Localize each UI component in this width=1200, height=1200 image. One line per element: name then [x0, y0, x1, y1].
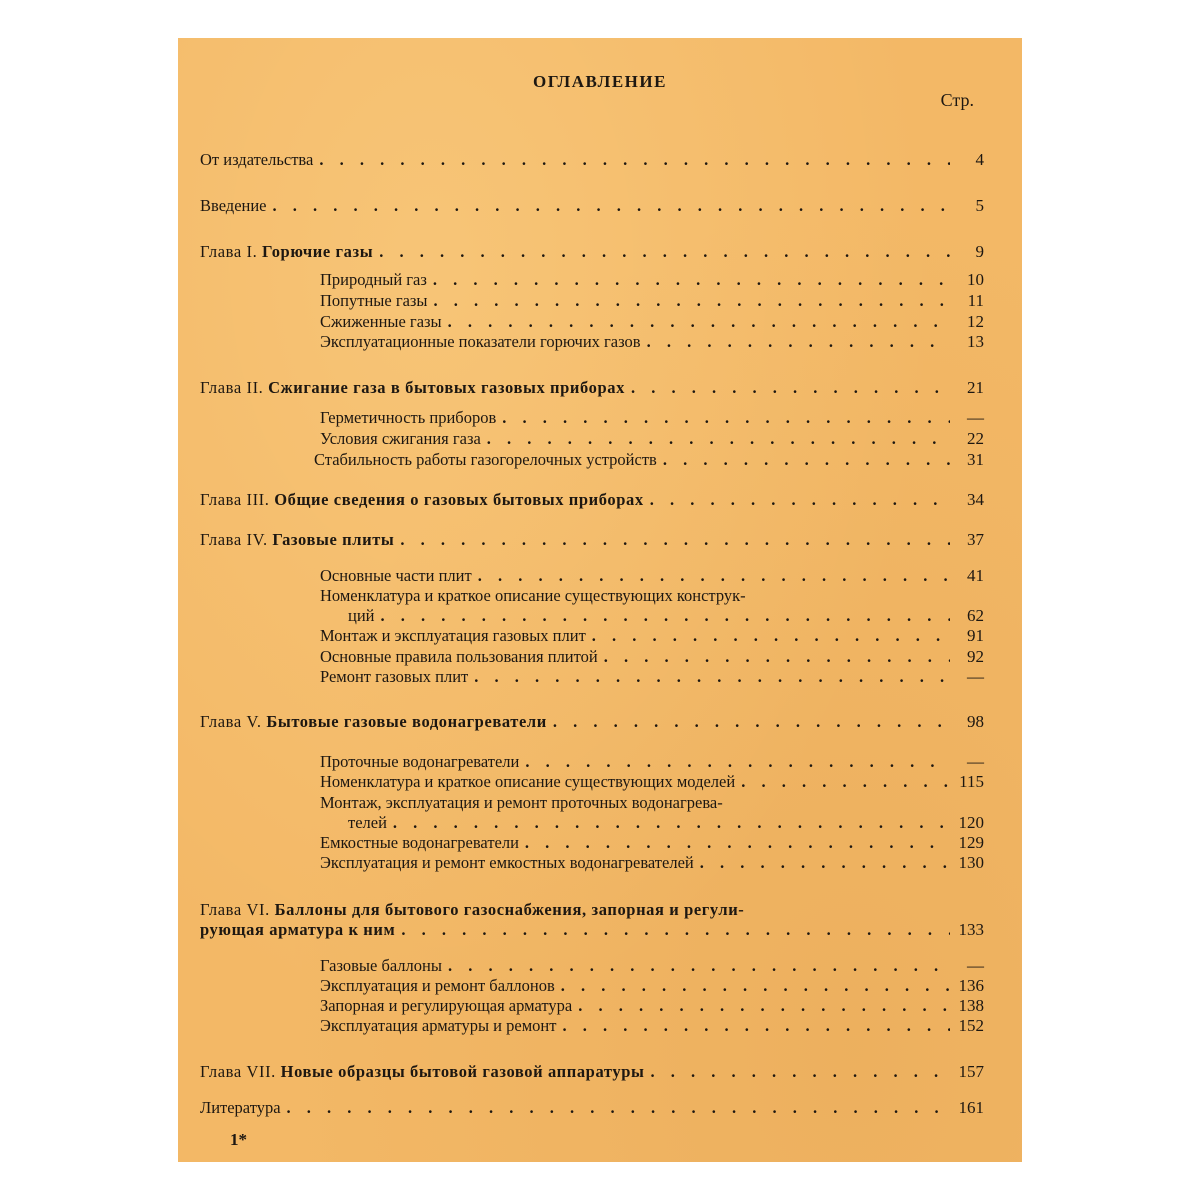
section-title: телей	[348, 813, 387, 832]
toc-page-number: 21	[967, 378, 984, 397]
dot-leader	[562, 1016, 950, 1036]
toc-entry-label: Введение	[200, 196, 267, 215]
section-title-line1: Монтаж, эксплуатация и ремонт проточных водонагрева-	[320, 793, 723, 812]
toc-section[interactable]	[200, 647, 984, 667]
toc-page-number: 133	[958, 920, 984, 939]
toc-section[interactable]	[200, 312, 984, 332]
toc-page-number: 13	[967, 332, 984, 351]
section-title: Газовые баллоны	[320, 956, 442, 975]
section-title: Эксплуатация и ремонт баллонов	[320, 976, 555, 995]
section-title: Емкостные водонагреватели	[320, 833, 519, 852]
toc-section[interactable]	[200, 626, 984, 646]
chapter-number: Глава VI.	[200, 900, 270, 919]
toc-section[interactable]	[200, 270, 984, 290]
toc-chapter-4[interactable]	[200, 530, 984, 550]
dot-leader	[474, 667, 950, 687]
section-title: Попутные газы	[320, 291, 428, 310]
dot-leader	[448, 956, 950, 976]
toc-page-number: 34	[967, 490, 984, 509]
dot-leader	[400, 530, 950, 550]
chapter-title: Газовые плиты	[272, 530, 395, 549]
chapter-number: Глава IV.	[200, 530, 268, 549]
dot-leader	[650, 490, 950, 510]
dot-leader	[393, 813, 950, 833]
chapter-number: Глава V.	[200, 712, 262, 731]
toc-section[interactable]	[200, 429, 984, 449]
section-title: Основные части плит	[320, 566, 472, 585]
chapter-title-line1: Баллоны для бытового газоснабжения, запорная и регули-	[274, 900, 745, 919]
toc-section[interactable]	[200, 408, 984, 428]
section-title: Условия сжигания газа	[320, 429, 481, 448]
toc-entry-introduction[interactable]	[200, 196, 984, 216]
toc-chapter-2[interactable]	[200, 378, 984, 398]
toc-page-number: 152	[958, 1016, 984, 1035]
toc-page-number: 136	[958, 976, 984, 995]
toc-page-number: 115	[959, 772, 984, 791]
toc-section[interactable]	[200, 450, 984, 470]
section-title: Стабильность работы газогорелочных устройств	[314, 450, 657, 469]
toc-section[interactable]	[200, 996, 984, 1016]
toc-section[interactable]	[200, 667, 984, 687]
toc-page-number: —	[967, 408, 984, 427]
dot-leader	[319, 150, 950, 170]
toc-page-number: 9	[975, 242, 984, 261]
toc-page-number: 138	[958, 996, 984, 1015]
chapter-number: Глава VII.	[200, 1062, 276, 1081]
toc-page-number: —	[967, 752, 984, 771]
chapter-title: Общие сведения о газовых бытовых приборах	[274, 490, 644, 509]
toc-page-number: 98	[967, 712, 984, 731]
dot-leader	[287, 1098, 950, 1118]
dot-leader	[525, 833, 950, 853]
section-title: Эксплуатация и ремонт емкостных водонагревателей	[320, 853, 694, 872]
toc-entry-front-matter[interactable]	[200, 150, 984, 170]
toc-chapter-7[interactable]	[200, 1062, 984, 1082]
toc-page-number: 5	[975, 196, 984, 215]
section-title: Проточные водонагреватели	[320, 752, 520, 771]
toc-chapter-1[interactable]	[200, 242, 984, 262]
book-page	[178, 38, 1022, 1162]
toc-section[interactable]	[200, 332, 984, 352]
signature-mark: 1*	[230, 1130, 247, 1149]
page-column-label: Стр.	[940, 90, 974, 110]
dot-leader	[650, 1062, 950, 1082]
dot-leader	[561, 976, 950, 996]
toc-chapter-6[interactable]	[200, 900, 984, 940]
toc-section[interactable]	[200, 566, 984, 586]
toc-section[interactable]	[200, 833, 984, 853]
toc-section[interactable]	[200, 1016, 984, 1036]
dot-leader	[604, 647, 950, 667]
dot-leader	[379, 242, 950, 262]
toc-page-number: —	[967, 956, 984, 975]
toc-page-number: 157	[958, 1062, 984, 1081]
dot-leader	[433, 270, 950, 290]
dot-leader	[478, 566, 950, 586]
dot-leader	[553, 712, 950, 732]
toc-page-number: 10	[967, 270, 984, 289]
toc-entry-references[interactable]	[200, 1098, 984, 1118]
chapter-number: Глава III.	[200, 490, 270, 509]
section-title: Эксплуатация арматуры и ремонт	[320, 1016, 557, 1035]
dot-leader	[578, 996, 950, 1016]
toc-page-number: 92	[967, 647, 984, 666]
section-title: Эксплуатационные показатели горючих газов	[320, 332, 641, 351]
toc-entry-label: Литература	[200, 1098, 281, 1117]
dot-leader	[631, 378, 950, 398]
section-title: Запорная и регулирующая арматура	[320, 996, 573, 1015]
dot-leader	[647, 332, 950, 352]
dot-leader	[434, 291, 950, 311]
toc-page-number: 120	[958, 813, 984, 832]
toc-section[interactable]	[200, 793, 984, 833]
chapter-title: Новые образцы бытовой газовой аппаратуры	[280, 1062, 645, 1081]
dot-leader	[592, 626, 950, 646]
section-title: Основные правила пользования плитой	[320, 647, 598, 666]
toc-section[interactable]	[200, 853, 984, 873]
toc-page-number: 11	[967, 291, 984, 310]
toc-page-number: 129	[958, 833, 984, 852]
chapter-title: Сжигание газа в бытовых газовых приборах	[268, 378, 625, 397]
toc-page-number: 91	[967, 626, 984, 645]
toc-page-number: 4	[975, 150, 984, 169]
section-title: Природный газ	[320, 270, 427, 289]
dot-leader	[401, 920, 950, 940]
dot-leader	[525, 752, 950, 772]
page-title: ОГЛАВЛЕНИЕ	[533, 72, 667, 91]
toc-page-number: 161	[958, 1098, 984, 1117]
chapter-title: Бытовые газовые водонагреватели	[266, 712, 547, 731]
toc-section[interactable]	[200, 586, 984, 626]
toc-section[interactable]	[200, 752, 984, 772]
chapter-number: Глава I.	[200, 242, 258, 261]
toc-chapter-3[interactable]	[200, 490, 984, 510]
toc-chapter-5[interactable]	[200, 712, 984, 732]
section-title: ций	[348, 606, 375, 625]
dot-leader	[273, 196, 950, 216]
dot-leader	[487, 429, 950, 449]
section-title: Номенклатура и краткое описание существующих моделей	[320, 772, 736, 791]
dot-leader	[741, 772, 950, 792]
toc-section[interactable]	[200, 291, 984, 311]
section-title: Герметичность приборов	[320, 408, 497, 427]
section-title: Ремонт газовых плит	[320, 667, 469, 686]
toc-page-number: 130	[958, 853, 984, 872]
toc-section[interactable]	[200, 956, 984, 976]
chapter-number: Глава II.	[200, 378, 264, 397]
chapter-title: рующая арматура к ним	[200, 920, 396, 939]
dot-leader	[700, 853, 950, 873]
section-title: Сжиженные газы	[320, 312, 442, 331]
toc-page-number: 41	[967, 566, 984, 585]
toc-section[interactable]	[200, 772, 984, 792]
toc-page-number: 12	[967, 312, 984, 331]
dot-leader	[663, 450, 950, 470]
toc-page-number: 31	[967, 450, 984, 469]
dot-leader	[502, 408, 950, 428]
toc-page-number: 37	[967, 530, 984, 549]
toc-entry-label: От издательства	[200, 150, 314, 169]
toc-page-number: —	[967, 667, 984, 686]
section-title-line1: Номенклатура и краткое описание существующих конструк-	[320, 586, 746, 605]
toc-page-number: 62	[967, 606, 984, 625]
section-title: Монтаж и эксплуатация газовых плит	[320, 626, 586, 645]
chapter-title: Горючие газы	[262, 242, 374, 261]
dot-leader	[381, 606, 951, 626]
dot-leader	[448, 312, 950, 332]
toc-page-number: 22	[967, 429, 984, 448]
toc-section[interactable]	[200, 976, 984, 996]
